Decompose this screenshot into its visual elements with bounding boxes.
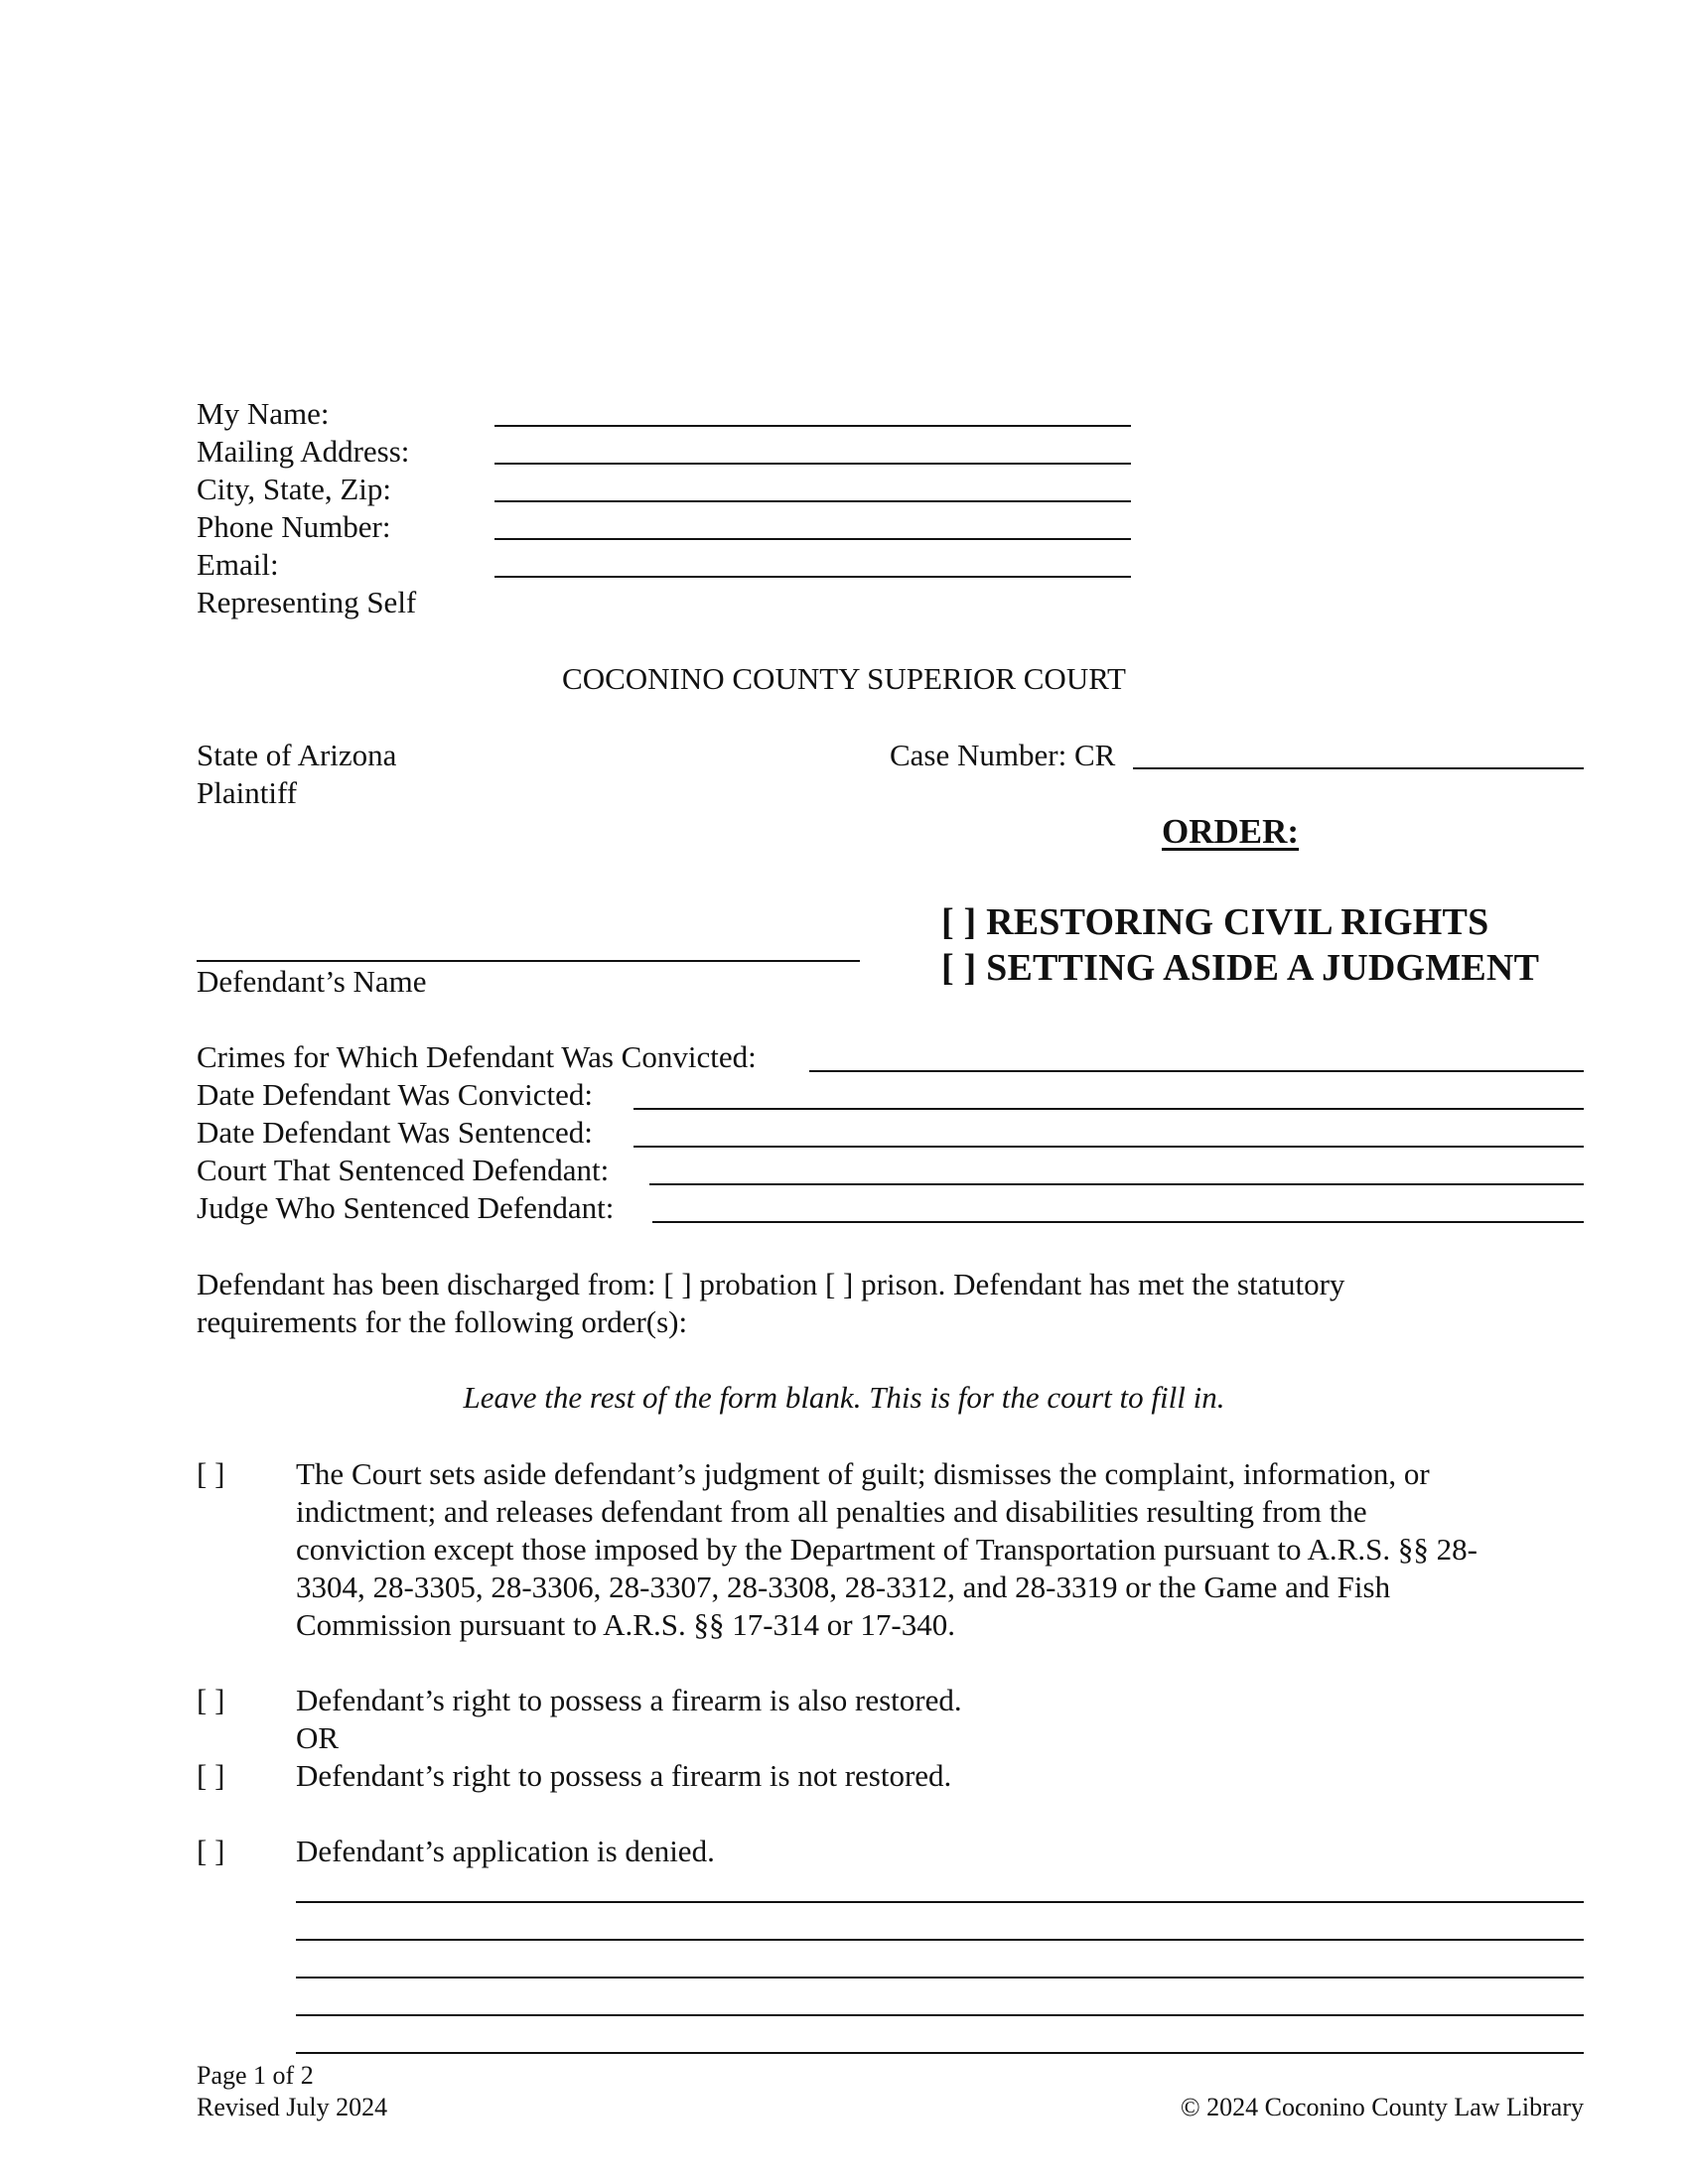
phone-number-field[interactable] (494, 538, 1131, 540)
date-sentenced-label: Date Defendant Was Sentenced: (197, 1115, 593, 1150)
plaintiff-name: State of Arizona (197, 738, 397, 772)
my-name-label: My Name: (197, 396, 330, 431)
set-aside-text-line-2: indictment; and releases defendant from all penalties and disabilities resulting from the (296, 1494, 1367, 1529)
set-aside-checkbox[interactable]: [ ] (197, 1456, 225, 1491)
denial-reason-line-2[interactable] (296, 1939, 1584, 1941)
denial-reason-line-4[interactable] (296, 2014, 1584, 2016)
date-convicted-field[interactable] (633, 1108, 1584, 1110)
city-state-zip-field[interactable] (494, 500, 1131, 502)
mailing-address-field[interactable] (494, 463, 1131, 465)
defendant-name-field[interactable] (197, 960, 860, 962)
discharge-text-line-1: Defendant has been discharged from: [ ] probation [ ] prison. Defendant has met the statutory (197, 1267, 1345, 1301)
set-aside-text-line-5: Commission pursuant to A.R.S. §§ 17-314 or 17-340. (296, 1607, 955, 1642)
firearm-not-restored-checkbox[interactable]: [ ] (197, 1758, 225, 1793)
mailing-address-label: Mailing Address: (197, 434, 410, 469)
discharge-text-line-2: requirements for the following order(s): (197, 1304, 688, 1339)
set-aside-text-line-3: conviction except those imposed by the Department of Transportation pursuant to A.R.S. §§ 28- (296, 1532, 1477, 1567)
judge-sentenced-field[interactable] (652, 1221, 1584, 1223)
firearm-restored-checkbox[interactable]: [ ] (197, 1683, 225, 1717)
or-text: OR (296, 1720, 340, 1755)
city-state-zip-label: City, State, Zip: (197, 472, 392, 506)
crimes-convicted-field[interactable] (809, 1070, 1584, 1072)
denial-reason-line-5[interactable] (296, 2052, 1584, 2054)
court-name: COCONINO COUNTY SUPERIOR COURT (562, 661, 1126, 696)
denial-reason-line-1[interactable] (296, 1901, 1584, 1903)
order-title: ORDER: (1162, 812, 1300, 851)
court-fill-note: Leave the rest of the form blank. This is for the court to fill in. (463, 1380, 1225, 1415)
order-option-setting-aside-judgment[interactable]: [ ] SETTING ASIDE A JUDGMENT (941, 947, 1540, 989)
city-state-zip-row (197, 471, 1150, 508)
court-sentenced-label: Court That Sentenced Defendant: (197, 1153, 610, 1187)
crimes-convicted-label: Crimes for Which Defendant Was Convicted: (197, 1039, 757, 1074)
plaintiff-role: Plaintiff (197, 775, 298, 810)
case-number-label: Case Number: CR (890, 738, 1116, 772)
judge-sentenced-label: Judge Who Sentenced Defendant: (197, 1190, 615, 1225)
mailing-address-row (197, 433, 1150, 471)
email-field[interactable] (494, 576, 1131, 578)
email-label: Email: (197, 547, 279, 582)
revised-date: Revised July 2024 (197, 2093, 388, 2121)
representing-self-text: Representing Self (197, 585, 417, 619)
phone-number-row (197, 508, 1150, 546)
court-sentenced-field[interactable] (649, 1183, 1584, 1185)
set-aside-text-line-4: 3304, 28-3305, 28-3306, 28-3307, 28-3308, 28-3312, and 28-3319 or the Game and Fish (296, 1570, 1391, 1604)
page-number: Page 1 of 2 (197, 2061, 314, 2090)
set-aside-text-line-1: The Court sets aside defendant’s judgment of guilt; dismisses the complaint, information, or (296, 1456, 1430, 1491)
email-row (197, 546, 1150, 584)
firearm-restored-text: Defendant’s right to possess a firearm is also restored. (296, 1683, 962, 1717)
application-denied-checkbox[interactable]: [ ] (197, 1834, 225, 1868)
defendant-name-label: Defendant’s Name (197, 964, 427, 999)
date-sentenced-field[interactable] (633, 1146, 1584, 1148)
my-name-row (197, 395, 1150, 433)
copyright-notice: © 2024 Coconino County Law Library (1180, 2093, 1584, 2121)
application-denied-text: Defendant’s application is denied. (296, 1834, 715, 1868)
order-option-restoring-civil-rights[interactable]: [ ] RESTORING CIVIL RIGHTS (941, 901, 1489, 943)
my-name-field[interactable] (494, 425, 1131, 427)
denial-reason-line-3[interactable] (296, 1977, 1584, 1979)
phone-number-label: Phone Number: (197, 509, 391, 544)
firearm-not-restored-text: Defendant’s right to possess a firearm is not restored. (296, 1758, 952, 1793)
date-convicted-label: Date Defendant Was Convicted: (197, 1077, 593, 1112)
case-number-field[interactable] (1133, 767, 1584, 769)
